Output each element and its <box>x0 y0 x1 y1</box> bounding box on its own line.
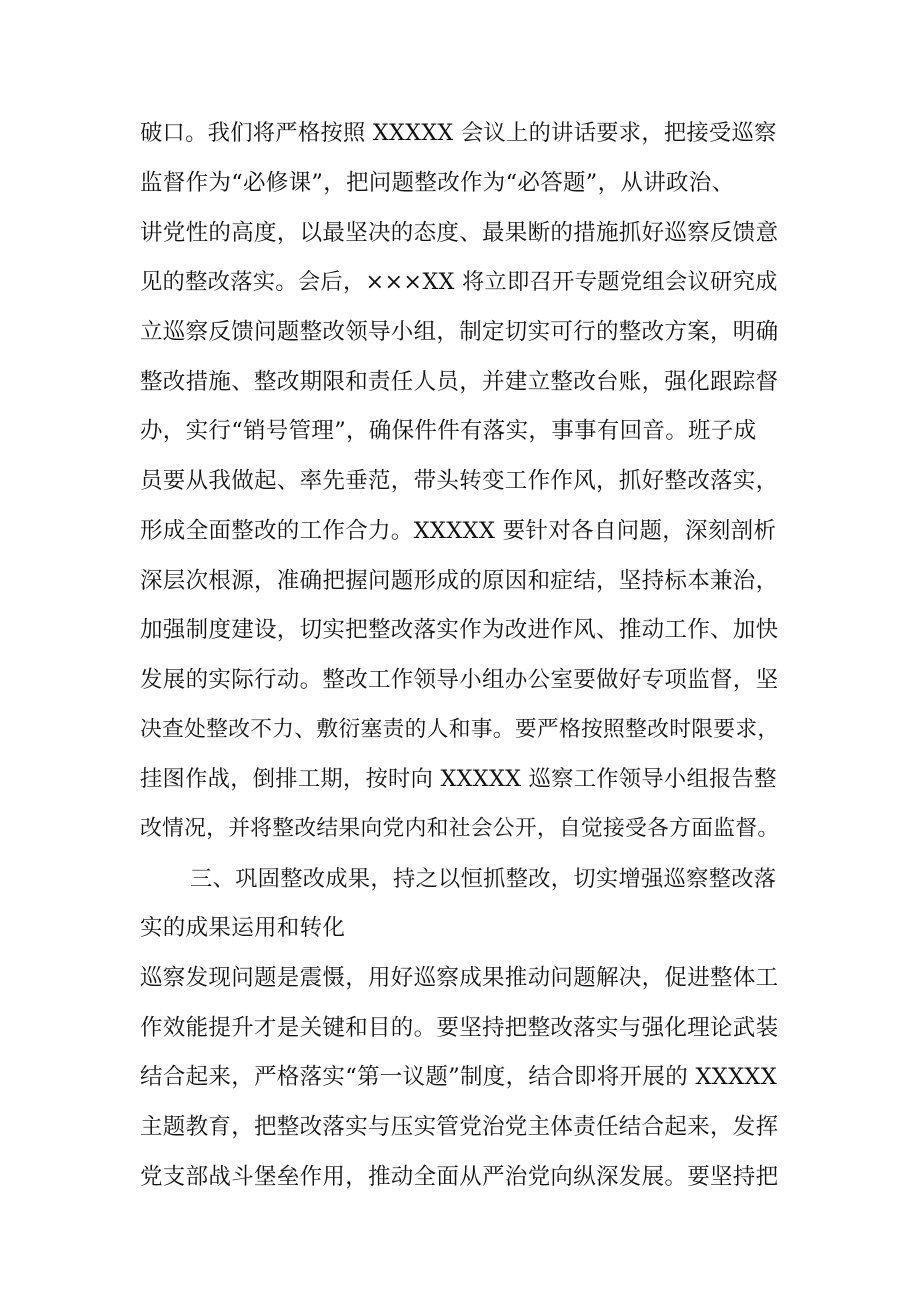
text-line: 发展的实际行动。整改工作领导小组办公室要做好专项监督，坚 <box>140 667 779 693</box>
text-line: 讲党性的高度，以最坚决的态度、最果断的措施抓好巡察反馈意 <box>140 220 779 246</box>
text-line: 监督作为“必修课”，把问题整改作为“必答题”，从讲政治、 <box>140 170 735 196</box>
text-line: 结合起来，严格落实“第一议题”制度，结合即将开展的 XXXXX <box>140 1064 778 1090</box>
text-line: 破口。我们将严格按照 XXXXX 会议上的讲话要求，把接受巡察 <box>140 120 777 146</box>
text-line: 见的整改落实。会后，×××XX 将立即召开专题党组会议研究成 <box>140 269 778 295</box>
text-line: 巡察发现问题是震慑，用好巡察成果推动问题解决，促进整体工 <box>140 965 779 991</box>
text-line: 加强制度建设，切实把整改落实作为改进作风、推动工作、加快 <box>140 617 779 643</box>
text-line: 员要从我做起、率先垂范，带头转变工作作风，抓好整改落实， <box>140 468 779 494</box>
text-line: 挂图作战，倒排工期，按时向 XXXXX 巡察工作领导小组报告整 <box>140 766 777 792</box>
text-line: 党支部战斗堡垒作用，推动全面从严治党向纵深发展。要坚持把 <box>140 1164 779 1190</box>
text-line: 改情况，并将整改结果向党内和社会公开，自觉接受各方面监督。 <box>140 816 780 841</box>
text-line: 办，实行“销号管理”，确保件件有落实，事事有回音。班子成 <box>140 418 757 444</box>
text-line: 决查处整改不力、敷衍塞责的人和事。要严格按照整改时限要求， <box>140 717 780 742</box>
text-line: 形成全面整改的工作合力。XXXXX 要针对各自问题，深刻剖析 <box>140 518 777 544</box>
text-line: 作效能提升才是关键和目的。要坚持把整改落实与强化理论武装 <box>140 1015 779 1041</box>
section-heading-continued: 实的成果运用和转化 <box>140 915 346 941</box>
text-line: 立巡察反馈问题整改领导小组，制定切实可行的整改方案，明确 <box>140 319 779 345</box>
text-line: 深层次根源，准确把握问题形成的原因和症结，坚持标本兼治， <box>140 568 779 594</box>
text-line: 整改措施、整改期限和责任人员，并建立整改台账，强化跟踪督 <box>140 369 779 395</box>
section-heading: 三、巩固整改成果，持之以恒抓整改，切实增强巡察整改落 <box>190 866 777 892</box>
text-line: 主题教育，把整改落实与压实管党治党主体责任结合起来，发挥 <box>140 1114 779 1140</box>
